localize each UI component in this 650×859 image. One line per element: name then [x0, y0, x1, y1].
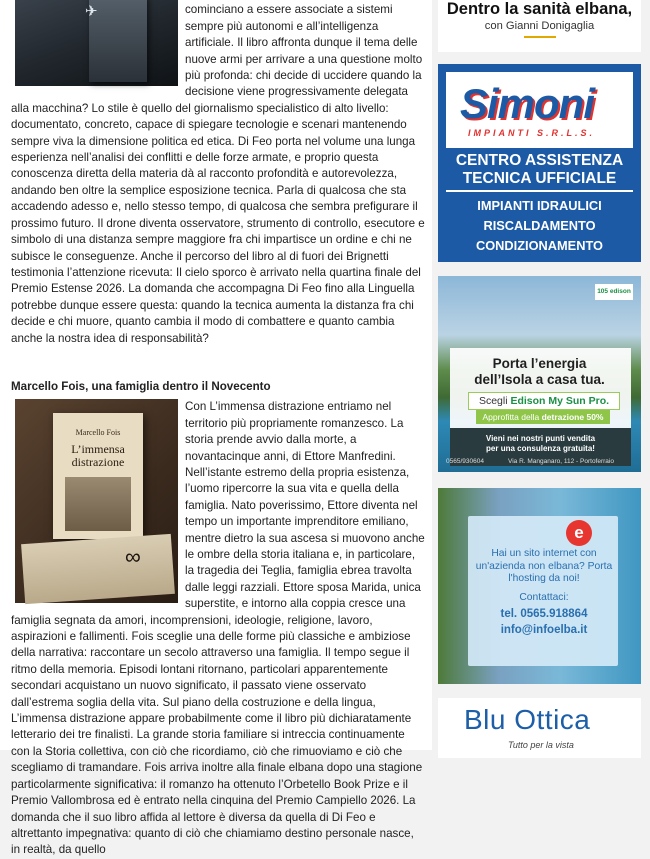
ad-phone: tel. 0565.918864: [500, 608, 588, 620]
book-image: [53, 413, 143, 539]
ad-sanita-elbana[interactable]: [438, 0, 641, 52]
paragraph-text: a essere associate a sistemi sempre più autonomi e all’intelligenza artificiale. Il libro affronta dunque il tema delle nuove armi per arrivare a una questione molto più profonda: chi decide di uccidere quando la decisione viene progressivamente delegata alla macchina? Lo stile è quello del giornalismo specialistico di alto livello: documentato, concreto, capace di spiegare tecnologie e scenari mantenendo sempre viva la dimensione politica ed etica. Di Feo porta nel volume una lunga esperienza nell’analisi dei conflitti e delle forze armate, e proprio questa conoscenza diretta della materia dà al racconto profondità e autorevolezza, andando ben oltre la semplice esposizione tecnica. Parla di qualcosa che sta accadendo adesso e, nello stesso tempo, di qualcosa che sembra prefigurare il prossimo futuro. Il drone diventa osservatore, strumento di controllo, esecutore e simbolo di una distanza sempre maggiore fra chi impartisce un ordine e chi ne subisce le conseguenze. Anche il percorso del libro al di fuori dei Brignetti testimonia l’attenzione ricevuta: Il cielo sporco è arrivato nella quartina finale del Premio Estense 2026. La domanda che accompagna Di Feo fino alla Linguella potrebbe dunque essere questa: quando la tecnica aumenta la distanza fra chi decide e chi muore, quanto cambia il modo di combattere e quanto cambia anche la nostra idea di responsabilità?: [11, 3, 425, 345]
infoelba-logo-icon: e: [566, 520, 592, 546]
book-cover-immensa-distrazione[interactable]: [15, 399, 178, 603]
ad-address: Via R. Manganaro, 112 - Portoferraio: [508, 458, 614, 465]
book-image: [89, 0, 147, 82]
ad-line-3: IMPIANTI IDRAULICI: [477, 198, 602, 213]
ad-line-5: CONDIZIONAMENTO: [475, 238, 604, 253]
visit-line-2: per una consulenza gratuita!: [486, 444, 595, 453]
ad-card: [468, 516, 618, 666]
ad-line-1: CENTRO ASSISTENZA: [455, 152, 624, 169]
ad-infoelba-hosting[interactable]: [438, 488, 641, 684]
brand-sub: IMPIANTI S.R.L.S.: [468, 128, 596, 138]
contacts-label: Contattaci:: [519, 592, 569, 603]
divider: [446, 190, 633, 192]
brand-name: Simoni: [460, 80, 595, 127]
book-author: Marcello Fois: [75, 428, 121, 438]
simoni-logo: [446, 72, 633, 148]
glasses-icon: ∞: [125, 544, 141, 570]
book-photo: [65, 477, 131, 531]
brand-name: Blu Ottica: [464, 704, 591, 735]
ad-phone: 0565/930604: [446, 458, 484, 465]
accent-bar: [524, 36, 556, 38]
ad-edison-energy[interactable]: [438, 276, 641, 472]
ad-headline: [438, 356, 641, 388]
book-cover-il-cielo-sporco[interactable]: [15, 0, 178, 86]
brand-tagline: Tutto per la vista: [508, 740, 574, 750]
ad-email: info@infoelba.it: [500, 624, 588, 636]
headline-line-2: dell’Isola a casa tua.: [474, 372, 605, 387]
article-paragraph-2: Con L’immensa distrazione entriamo nel territorio più propriamente romanzesco. La storia prende avvio dalla morte, a novantacinque anni, di Ettore Manfredini. Nell’istante estremo della propria esistenza, l’uomo ripercorre la sua vita e quella della famiglia. Nato poverissimo, Ettore diventa nel tempo un importante imprenditore emiliano, mentre dietro la sua ascesa si muovono anche le ombre della storia italiana e, in particolare, la tragedia dei Teglia, famiglia ebrea travolta dalle leggi razziali. Ettore sposa Marida, unica superstite, e intorno alla coppia cresce una famiglia segnata da amori, incomprensioni, ideologie, religione, lavoro, aspirazioni e fallimenti. Fois sceglie una delle forme più classiche e ambiziose della narrativa: raccontare un secolo attraverso una famiglia. Il tempo segue il ritmo della memoria. Episodi lontani ritornano, particolari apparentemente secondari acquistano un nuovo significato, il passato viene osservato dall’estrema soglia della vita. Sul piano della costruzione e della lingua, L’immensa distrazione appare probabilmente come il libro più dichiaratamente letterario dei tre finalisti. La grande storia familiare si intreccia continuamente con la Storia collettiva, con ciò che ricordiamo, ciò che rimuoviamo e ciò che scegliamo di tramandare. Fois arriva inoltre alla finale elbana dopo una stagione particolarmente significativa: il romanzo ha ottenuto l’Orbetello Book Prize e il Premio Vallombrosa ed è entrato nella cinquina del Premio Campiello 2026. La domanda che il suo libro affida al lettore è diversa da quella di Di Feo e altrettanto impegnativa: quanto di ciò che chiamiamo destino personale nasce, in realtà, da quello: [11, 400, 425, 857]
book-title: L’immensa distrazione: [71, 442, 125, 470]
ad-line-2: TECNICA UFFICIALE: [462, 170, 617, 187]
offer-prefix: Scegli: [478, 395, 511, 407]
ad-title: Dentro la sanità elbana,: [446, 0, 633, 18]
ad-line-4: RISCALDAMENTO: [483, 218, 596, 233]
ad-simoni-impianti[interactable]: [438, 64, 641, 262]
detrazione-prefix: Approfitta della: [482, 412, 542, 422]
ad-offer: [468, 392, 620, 410]
sidebar: [437, 0, 650, 750]
section-title: Marcello Fois, una famiglia dentro il Novecento: [11, 379, 271, 393]
ad-detrazione: [476, 410, 610, 424]
drone-icon: ✈: [85, 3, 98, 20]
headline-line-1: Porta l’energia: [492, 356, 587, 371]
edison-logo: 105 edison: [595, 284, 633, 300]
visit-line-1: Vieni nei nostri punti vendita: [485, 434, 596, 443]
letter-paper: [21, 534, 175, 604]
offer-product: Edison My Sun Pro.: [510, 395, 610, 407]
ad-blu-ottica[interactable]: [438, 698, 641, 758]
detrazione-value: detrazione 50%: [541, 412, 604, 422]
ad-question: Hai un sito internet con un'azienda non elbana? Porta l'hosting da noi!: [475, 548, 613, 584]
paragraph-lead-line: cominciano: [185, 3, 244, 17]
ad-subtitle: con Gianni Donigaglia: [484, 20, 595, 32]
article-body: [11, 0, 425, 859]
